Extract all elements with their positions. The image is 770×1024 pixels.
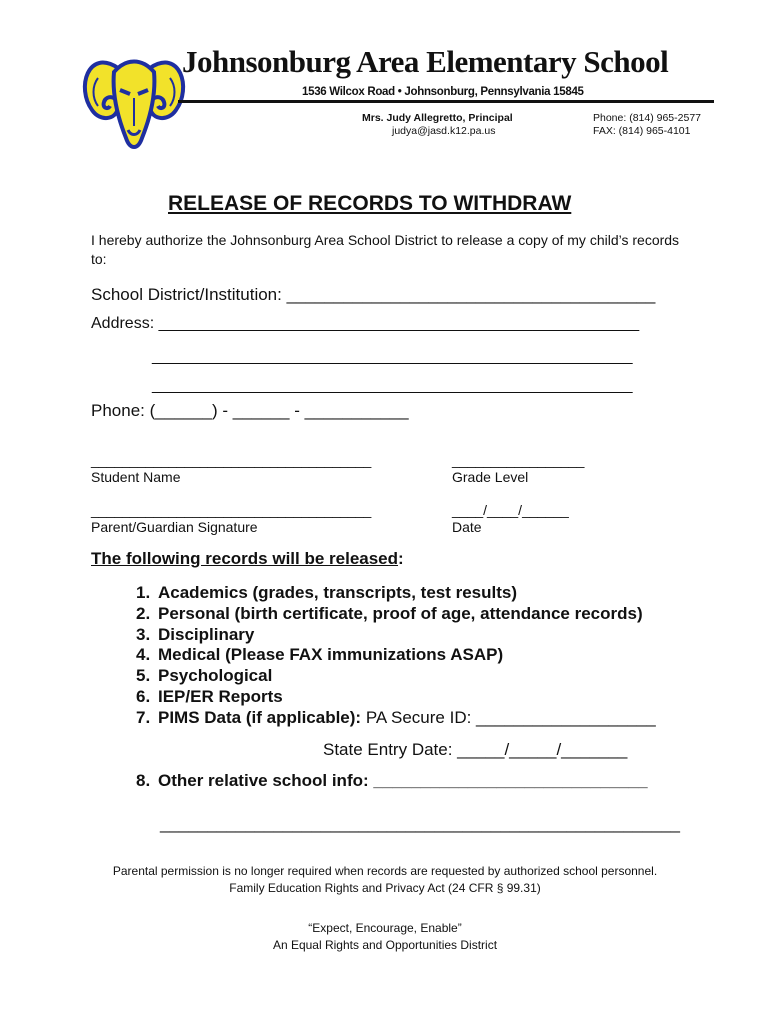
date-label: Date (452, 519, 482, 535)
item-label: Medical (Please FAX immunizations ASAP) (158, 645, 504, 665)
principal-email: judya@jasd.k12.pa.us (392, 125, 496, 137)
list-item (136, 666, 656, 687)
item-label: Disciplinary (158, 624, 255, 644)
phone-field[interactable]: Phone: (______) - ______ - ___________ (91, 401, 409, 420)
list-item (136, 583, 656, 604)
other-info-item[interactable] (136, 771, 648, 791)
district-statement: An Equal Rights and Opportunities District (272, 938, 498, 952)
item-number: 8. (136, 771, 151, 790)
item-number: 1. (136, 583, 151, 602)
motto-text: “Expect, Encourage, Enable” (308, 921, 462, 935)
list-item (136, 604, 656, 625)
principal-name: Mrs. Judy Allegretto, Principal (362, 112, 513, 124)
records-heading-colon: : (398, 549, 404, 568)
student-name-label: Student Name (91, 469, 181, 485)
item-label: PIMS Data (if applicable): (158, 707, 362, 727)
item-label: Academics (grades, transcripts, test results) (158, 583, 518, 602)
school-logo-ram (78, 38, 190, 156)
address-field[interactable]: Address: ______________________________________________________ (91, 315, 640, 332)
records-heading-text: The following records will be released (91, 549, 399, 568)
school-name: Johnsonburg Area Elementary School (182, 44, 669, 79)
permission-notice (0, 863, 770, 897)
item-number: 2. (136, 603, 151, 623)
item-number: 7. (136, 707, 151, 727)
parent-signature-field[interactable]: ____________________________________ (91, 502, 372, 518)
state-entry-date-field[interactable]: State Entry Date: _____/_____/_______ (323, 740, 628, 759)
list-item (136, 687, 656, 708)
item-number: 6. (136, 686, 151, 706)
student-name-field[interactable]: ____________________________________ (91, 452, 372, 468)
item-number: 4. (136, 645, 151, 665)
item-number: 3. (136, 624, 151, 644)
list-item (136, 708, 656, 729)
other-info-field[interactable]: Other relative school info: _____________________________ (158, 771, 648, 790)
list-item (136, 625, 656, 646)
header-divider (178, 100, 714, 103)
grade-level-field[interactable]: _________________ (452, 452, 585, 468)
address-field-line-2[interactable]: ______________________________________________________ (152, 348, 633, 365)
records-list (136, 583, 656, 729)
grade-level-label: Grade Level (452, 469, 529, 485)
other-info-field-line-2[interactable]: _______________________________________________________ (160, 814, 681, 833)
item-label: IEP/ER Reports (158, 686, 283, 706)
records-heading (91, 549, 404, 569)
parent-signature-label: Parent/Guardian Signature (91, 519, 258, 535)
item-label: Personal (birth certificate, proof of age, attendance records) (158, 603, 643, 623)
ferpa-citation: Family Education Rights and Privacy Act (24 CFR § 99.31) (229, 881, 541, 895)
address-field-line-3[interactable]: ______________________________________________________ (152, 377, 633, 394)
item-number: 5. (136, 666, 151, 686)
district-motto (0, 920, 770, 954)
school-phone: Phone: (814) 965-2577 (593, 112, 701, 124)
form-title: RELEASE OF RECORDS TO WITHDRAW (168, 192, 572, 215)
school-fax: FAX: (814) 965-4101 (593, 125, 691, 137)
permission-text: Parental permission is no longer required when records are requested by authorized school personnel. (112, 864, 658, 878)
pa-secure-id-field[interactable]: PA Secure ID: ___________________ (361, 707, 656, 727)
authorization-text: I hereby authorize the Johnsonburg Area School District to release a copy of my child’s records to: (91, 232, 680, 267)
school-district-field[interactable]: School District/Institution: _______________________________________ (91, 285, 656, 304)
item-label: Psychological (158, 666, 273, 686)
date-field[interactable]: ____/____/______ (452, 502, 569, 518)
list-item (136, 645, 656, 666)
school-address: 1536 Wilcox Road • Johnsonburg, Pennsylvania 15845 (302, 86, 584, 98)
